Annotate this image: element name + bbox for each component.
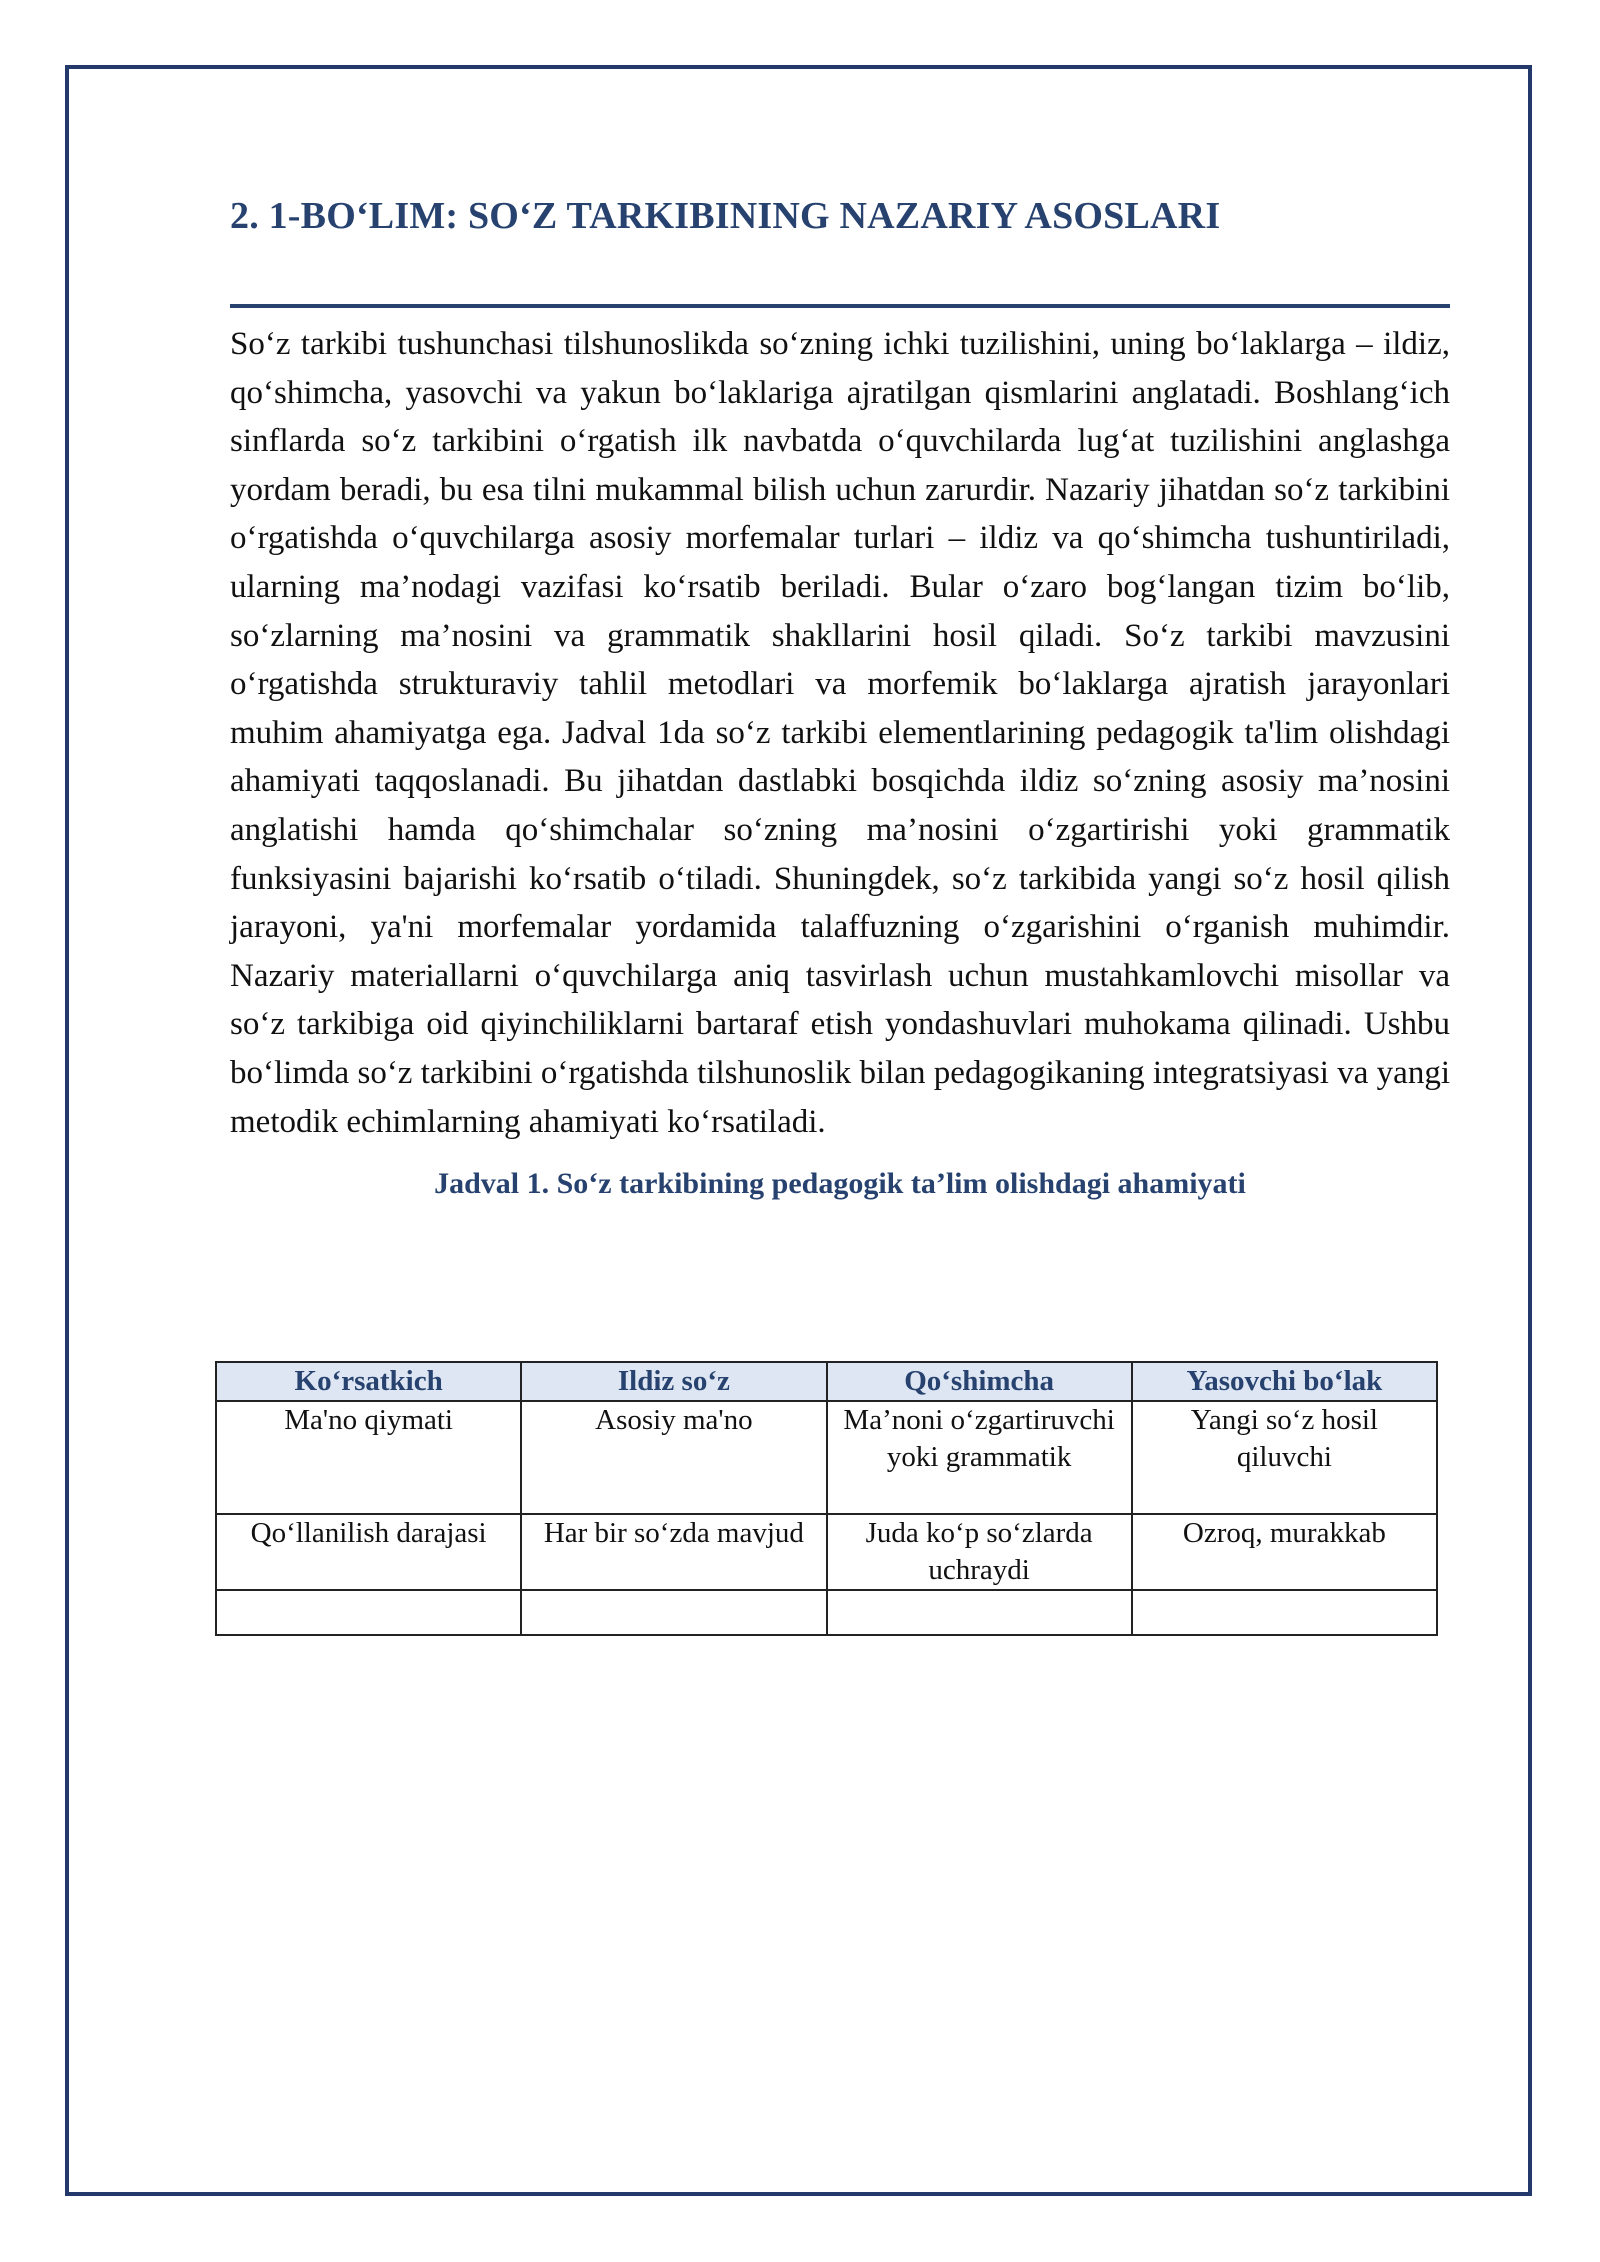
table-cell: Asosiy ma'no: [521, 1401, 826, 1514]
table-row: [216, 1514, 1437, 1590]
header-root-word: Ildiz so‘z: [521, 1362, 826, 1401]
header-indicator: Ko‘rsatkich: [216, 1362, 521, 1401]
header-suffix: Qo‘shimcha: [827, 1362, 1132, 1401]
title-underline: [230, 304, 1450, 308]
table-cell: Juda ko‘p so‘zlarda uchraydi: [827, 1514, 1132, 1590]
table-cell: Yangi so‘z hosil qiluvchi: [1132, 1401, 1437, 1514]
table-header-row: [216, 1362, 1437, 1401]
header-derivational-part: Yasovchi bo‘lak: [1132, 1362, 1437, 1401]
table-caption: Jadval 1. So‘z tarkibining pedagogik ta’lim olishdagi ahamiyati: [434, 1167, 1246, 1201]
table-cell: Ozroq, murakkab: [1132, 1514, 1437, 1590]
comparison-table: [215, 1361, 1438, 1636]
table-cell: Qo‘llanilish darajasi: [216, 1514, 521, 1590]
section-title: 2. 1-BO‘LIM: SO‘Z TARKIBINING NAZARIY ASOSLARI: [230, 195, 1221, 237]
table-cell: [1132, 1590, 1437, 1635]
table-cell: [827, 1590, 1132, 1635]
page-content: [230, 190, 1450, 1204]
body-paragraph: So‘z tarkibi tushunchasi tilshunoslikda so‘zning ichki tuzilishini, uning bo‘laklarga – ildiz, qo‘shimcha, yasovchi va yakun bo‘laklariga ajratilgan qismlarini anglatadi. Boshlang‘ich sinflarda so‘z tarkibini o‘rgatish ilk navbatda o‘quvchilarda lug‘at tuzilishini anglashga yordam beradi, bu esa tilni mukammal bilish uchun zarurdir. Nazariy jihatdan so‘z tarkibini o‘rgatishda o‘quvchilarga asosiy morfemalar turlari – ildiz va qo‘shimcha tushuntiriladi, ularning ma’nodagi vazifasi ko‘rsatib beriladi. Bular o‘zaro bog‘langan tizim bo‘lib, so‘zlarning ma’nosini va grammatik shakllarini hosil qiladi. So‘z tarkibi mavzusini o‘rgatishda strukturaviy tahlil metodlari va morfemik bo‘laklarga ajratish jarayonlari muhim ahamiyatga ega. Jadval 1da so‘z tarkibi elementlarining pedagogik ta'lim olishdagi ahamiyati taqqoslanadi. Bu jihatdan dastlabki bosqichda ildiz so‘zning asosiy ma’nosini anglatishi hamda qo‘shimchalar so‘zning ma’nosini o‘zgartirishi yoki grammatik funksiyasini bajarishi ko‘rsatib o‘tiladi. Shuningdek, so‘z tarkibida yangi so‘z hosil qilish jarayoni, ya'ni morfemalar yordamida talaffuzning o‘zgarishini o‘rganish muhimdir. Nazariy materiallarni o‘quvchilarga aniq tasvirlash uchun mustahkamlovchi misollar va so‘z tarkibiga oid qiyinchiliklarni bartaraf etish yondashuvlari muhokama qilinadi. Ushbu bo‘limda so‘z tarkibini o‘rgatishda tilshunoslik bilan pedagogikaning integratsiyasi va yangi metodik echimlarning ahamiyati ko‘rsatiladi.: [230, 326, 1450, 1140]
table-cell: [521, 1590, 826, 1635]
table-cell: Ma’noni o‘zgartiruvchi yoki grammatik: [827, 1401, 1132, 1514]
table-row-empty: [216, 1590, 1437, 1635]
table-cell: Har bir so‘zda mavjud: [521, 1514, 826, 1590]
table-row: [216, 1401, 1437, 1514]
table-cell: Ma'no qiymati: [216, 1401, 521, 1514]
table-cell: [216, 1590, 521, 1635]
